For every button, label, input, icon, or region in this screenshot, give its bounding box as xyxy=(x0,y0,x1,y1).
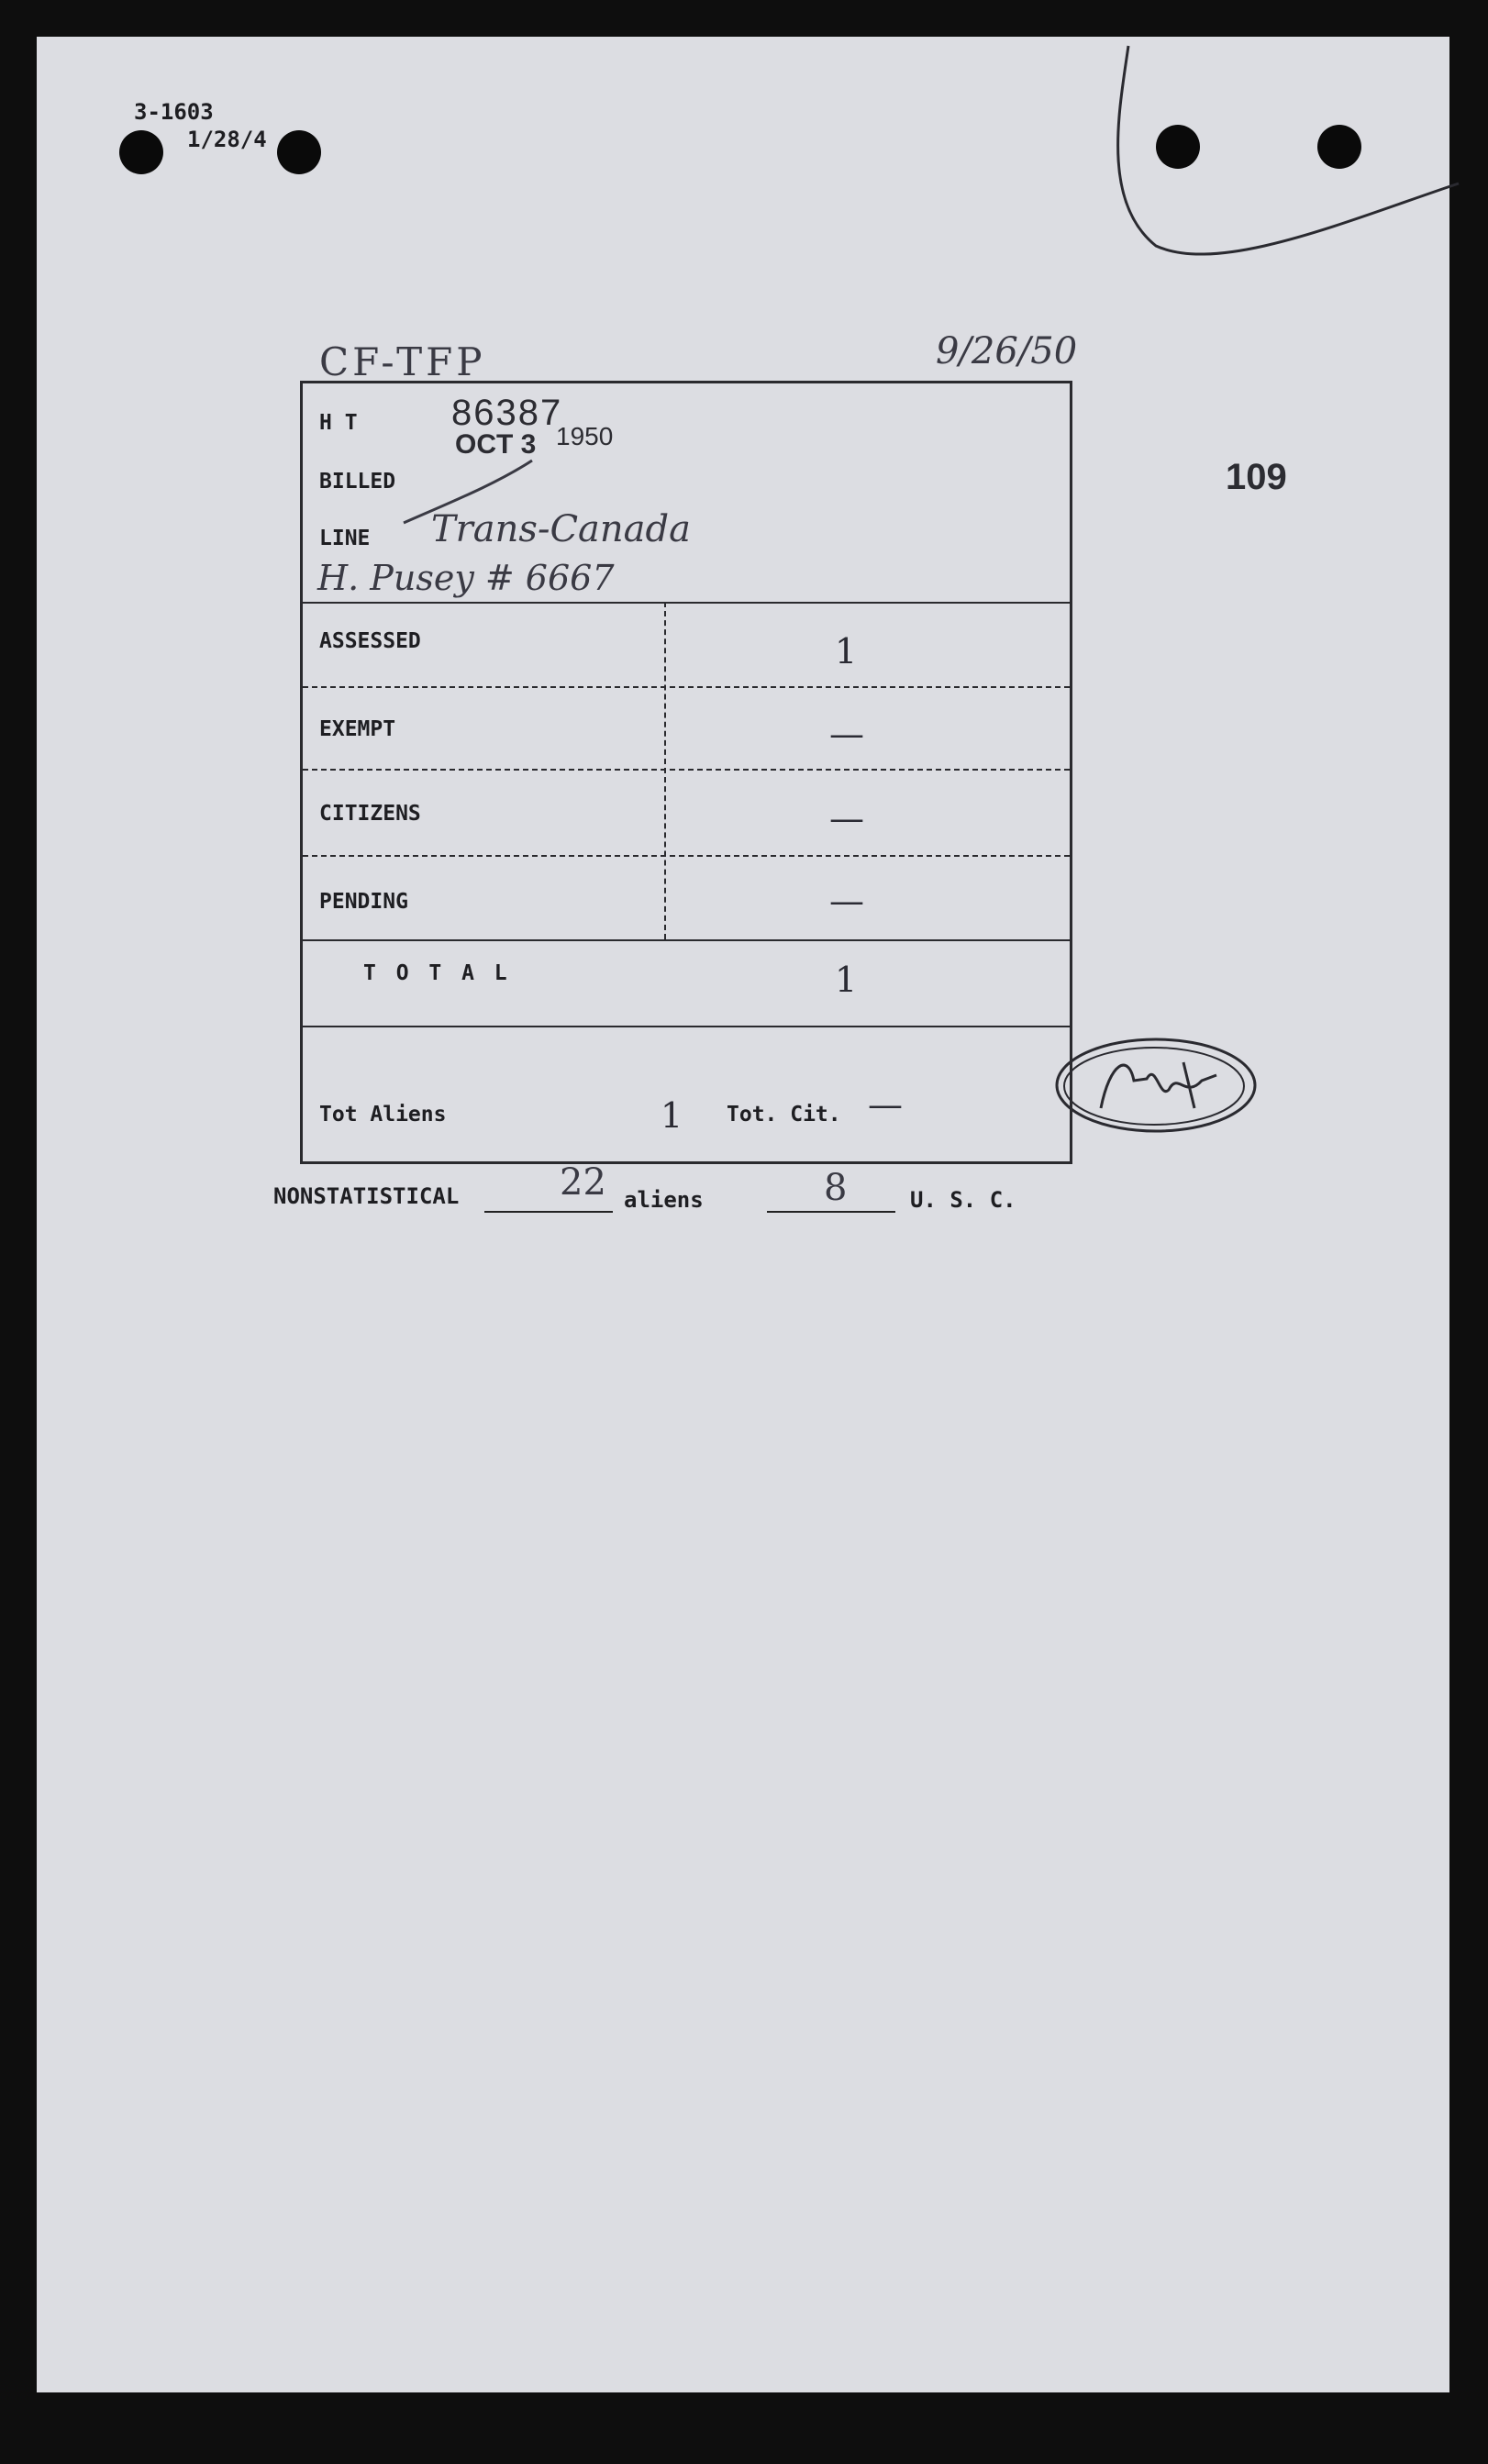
line-label: LINE xyxy=(319,527,371,550)
divider xyxy=(303,1026,1070,1027)
exempt-label: EXEMPT xyxy=(319,717,396,741)
assessed-label: ASSESSED xyxy=(319,629,421,653)
handwritten-date: 9/26/50 xyxy=(936,330,1078,372)
tot-cit-value: — xyxy=(868,1084,903,1125)
form-date: 1/28/4 xyxy=(187,127,267,152)
tot-cit-label: Tot. Cit. xyxy=(727,1103,841,1127)
billed-stamp-year: 1950 xyxy=(556,422,614,450)
divider xyxy=(303,602,1070,604)
total-value: 1 xyxy=(835,960,858,1000)
divider xyxy=(303,855,1070,857)
pending-label: PENDING xyxy=(319,890,408,914)
tally-form xyxy=(300,381,1072,1164)
billed-stamp-date: OCT 3 xyxy=(455,429,537,460)
inspector-name: H. Pusey # 6667 xyxy=(317,558,615,598)
aliens-label: aliens xyxy=(624,1187,704,1213)
divider xyxy=(303,939,1070,941)
ht-label: H T xyxy=(319,411,358,435)
pencil-curve-mark xyxy=(1092,37,1477,275)
punch-hole-left-2 xyxy=(277,130,321,174)
nonstatistical-aliens-value: 22 xyxy=(560,1161,606,1204)
handwritten-code: CF-TFP xyxy=(319,339,486,384)
punch-hole-left-1 xyxy=(119,130,163,174)
billed-label: BILLED xyxy=(319,470,396,494)
form-number: 3-1603 xyxy=(134,99,214,125)
nonstatistical-usc-value: 8 xyxy=(824,1167,848,1209)
exempt-value: — xyxy=(829,714,864,754)
usc-blank xyxy=(767,1211,895,1213)
page-number: 109 xyxy=(1226,457,1287,497)
usc-label: U. S. C. xyxy=(910,1187,1016,1213)
tot-aliens-value: 1 xyxy=(661,1095,683,1136)
assessed-value: 1 xyxy=(835,631,858,671)
nonstatistical-label: NONSTATISTICAL xyxy=(273,1183,460,1209)
line-value: Trans-Canada xyxy=(431,508,691,550)
divider xyxy=(303,769,1070,771)
pending-value: — xyxy=(829,881,864,921)
tot-aliens-label: Tot Aliens xyxy=(319,1103,447,1127)
initials-oval-signature xyxy=(1046,1026,1266,1145)
citizens-label: CITIZENS xyxy=(319,802,421,826)
total-label: T O T A L xyxy=(363,961,511,985)
aliens-blank xyxy=(484,1211,613,1213)
divider xyxy=(303,686,1070,688)
column-divider xyxy=(664,602,666,939)
citizens-value: — xyxy=(829,798,864,838)
ht-value: 86387 xyxy=(451,393,563,433)
document-sheet xyxy=(37,37,1449,2392)
